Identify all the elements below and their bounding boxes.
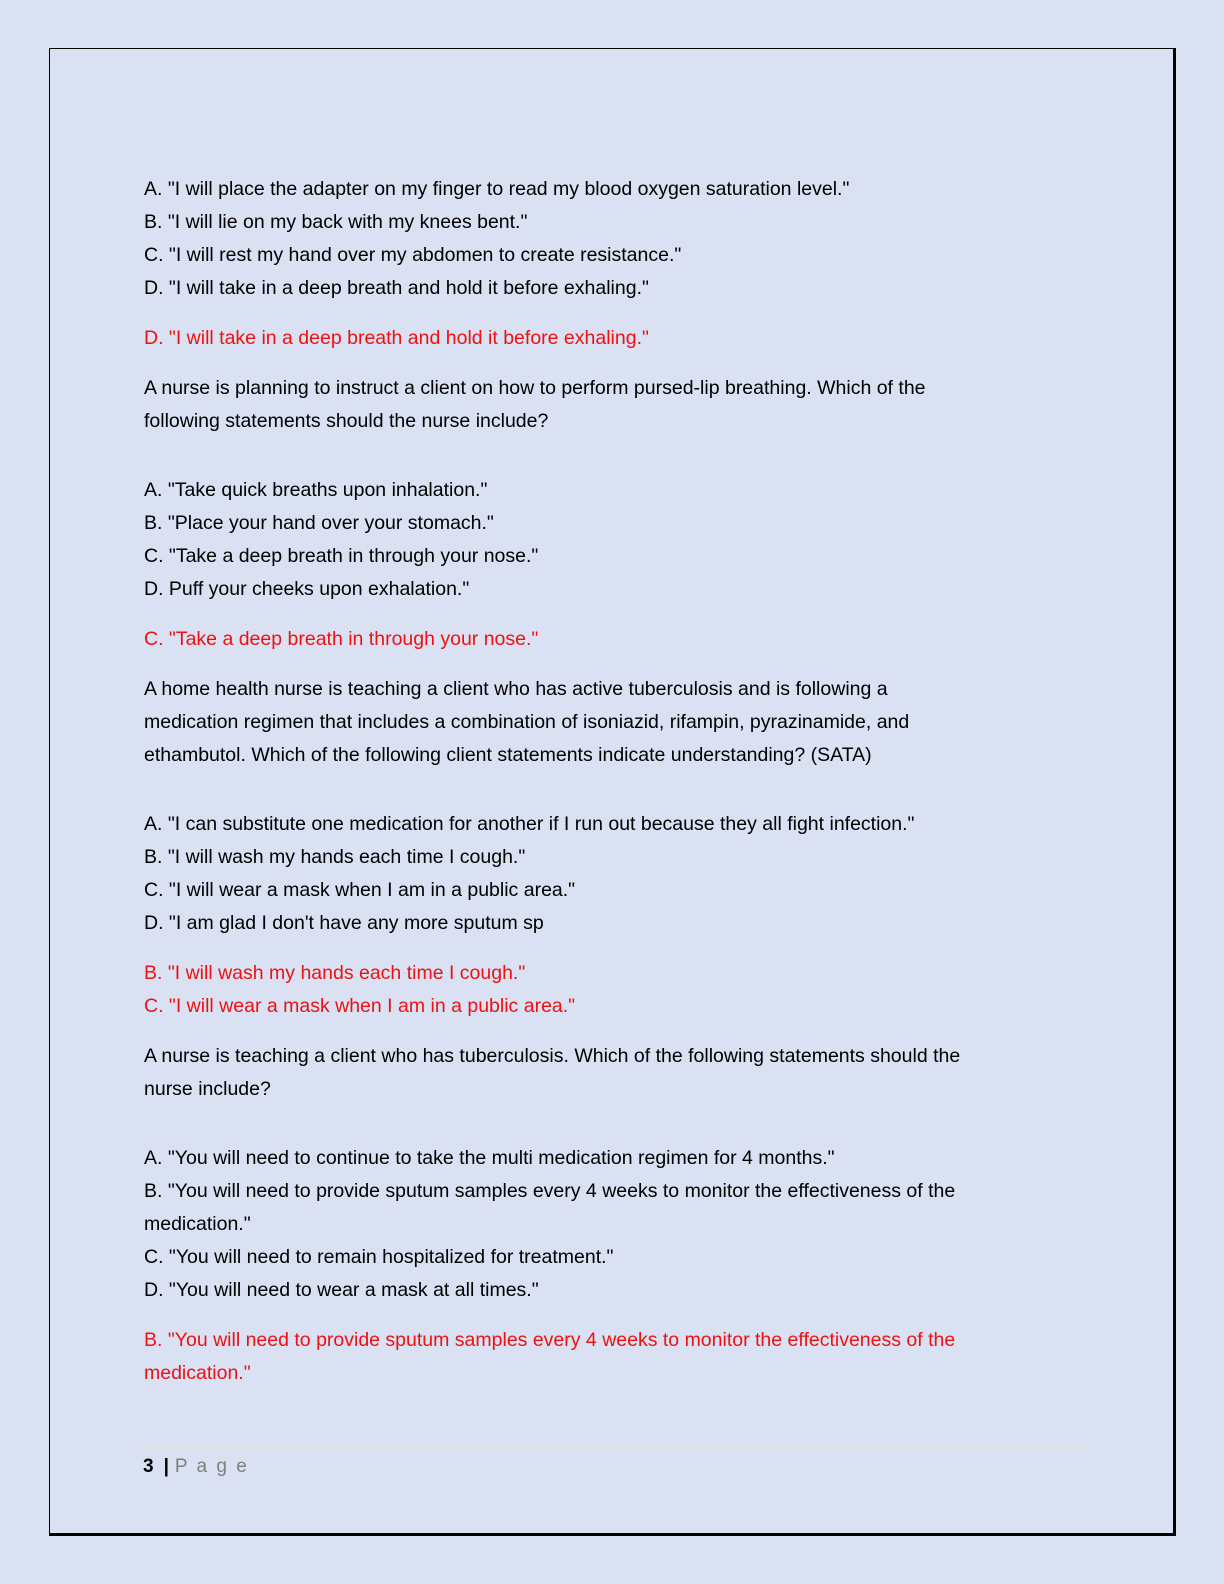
footer-text xyxy=(140,1450,1085,1480)
text-line: A. "You will need to continue to take the multi medication regimen for 4 months." xyxy=(144,1147,835,1169)
text-line: B. "You will need to provide sputum samples every 4 weeks to monitor the effectiveness of the xyxy=(144,1180,956,1202)
document-body xyxy=(50,49,1173,1407)
text-line: medication." xyxy=(144,1362,251,1384)
text-line: C. "You will need to remain hospitalized for treatment." xyxy=(144,1246,614,1268)
options-block xyxy=(144,808,1083,940)
text-line: B. "I will lie on my back with my knees bent." xyxy=(144,211,528,233)
text-line: B. "Place your hand over your stomach." xyxy=(144,512,494,534)
text-line: A. "I can substitute one medication for another if I run out because they all fight infection." xyxy=(144,813,915,835)
options-block xyxy=(144,1142,1083,1307)
page-border-frame xyxy=(49,48,1176,1536)
footer-separator: | xyxy=(163,1456,169,1477)
options-block xyxy=(144,474,1083,606)
text-line: C. "Take a deep breath in through your nose." xyxy=(144,628,539,650)
text-line: A. "I will place the adapter on my finger to read my blood oxygen saturation level." xyxy=(144,178,850,200)
text-line: A home health nurse is teaching a client who has active tuberculosis and is following a xyxy=(144,678,888,700)
text-line: D. Puff your cheeks upon exhalation." xyxy=(144,578,470,600)
text-line: C. "Take a deep breath in through your nose." xyxy=(144,545,539,567)
page-number: 3 xyxy=(143,1456,154,1477)
text-line: following statements should the nurse include? xyxy=(144,410,549,432)
text-line: medication regimen that includes a combination of isoniazid, rifampin, pyrazinamide, and xyxy=(144,711,910,733)
page-footer xyxy=(140,1447,1085,1480)
text-line: D. "I will take in a deep breath and hold it before exhaling." xyxy=(144,327,649,349)
page-label: P a g e xyxy=(174,1456,249,1477)
text-line: C. "I will rest my hand over my abdomen to create resistance." xyxy=(144,244,682,266)
answer-block xyxy=(144,957,1083,1023)
text-line: A nurse is planning to instruct a client on how to perform pursed-lip breathing. Which of the xyxy=(144,377,926,399)
question-block xyxy=(144,1040,1083,1106)
text-line: A nurse is teaching a client who has tuberculosis. Which of the following statements should the xyxy=(144,1045,961,1067)
answer-block xyxy=(144,623,1083,656)
question-block xyxy=(144,372,1083,438)
text-line: nurse include? xyxy=(144,1078,271,1100)
text-line: B. "I will wash my hands each time I cough." xyxy=(144,962,526,984)
text-line: A. "Take quick breaths upon inhalation." xyxy=(144,479,488,501)
text-line: D. "I will take in a deep breath and hold it before exhaling." xyxy=(144,277,649,299)
answer-block xyxy=(144,322,1083,355)
text-line: ethambutol. Which of the following client statements indicate understanding? (SATA) xyxy=(144,744,872,766)
options-block xyxy=(144,173,1083,305)
text-line: C. "I will wear a mask when I am in a public area." xyxy=(144,879,576,901)
text-line: B. "I will wash my hands each time I cough." xyxy=(144,846,526,868)
question-block xyxy=(144,673,1083,772)
text-line: C. "I will wear a mask when I am in a public area." xyxy=(144,995,576,1017)
text-line: D. "I am glad I don't have any more sputum sp xyxy=(144,912,544,934)
text-line: medication." xyxy=(144,1213,251,1235)
answer-block xyxy=(144,1324,1083,1390)
text-line: D. "You will need to wear a mask at all times." xyxy=(144,1279,539,1301)
text-line: B. "You will need to provide sputum samples every 4 weeks to monitor the effectiveness of the xyxy=(144,1329,956,1351)
